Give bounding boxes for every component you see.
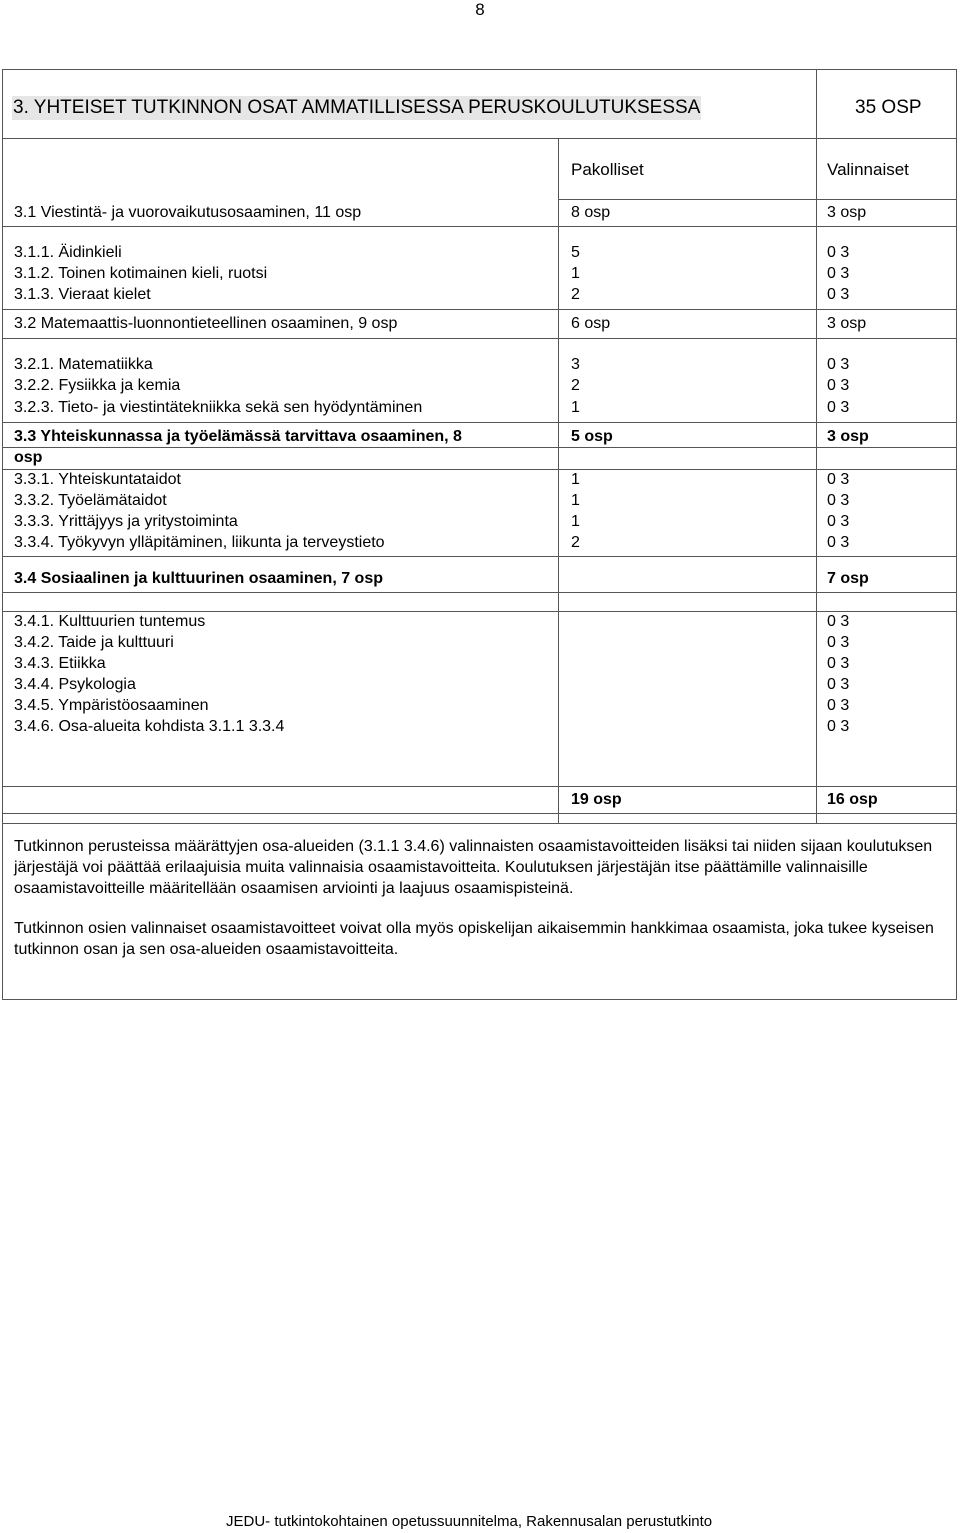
item-optional: 0 3 bbox=[827, 534, 850, 551]
item-optional: 0 3 bbox=[827, 718, 850, 735]
item-optional: 0 3 bbox=[827, 676, 850, 693]
page-title: 3. YHTEISET TUTKINNON OSAT AMMATILLISESSA PERUSKOULUTUKSESSA bbox=[13, 97, 701, 118]
rule bbox=[3, 422, 956, 423]
rule bbox=[558, 199, 956, 200]
section-title: 3.3 Yhteiskunnassa ja työelämässä tarvittava osaaminen, 8 bbox=[14, 428, 462, 445]
item-optional: 0 3 bbox=[827, 399, 850, 416]
list-item: 3.4.1. Kulttuurien tuntemus bbox=[14, 613, 206, 630]
item-optional: 0 3 bbox=[827, 492, 850, 509]
item-mandatory: 2 bbox=[571, 534, 580, 551]
item-mandatory: 3 bbox=[571, 356, 580, 373]
rule bbox=[3, 786, 956, 787]
page-number: 8 bbox=[475, 0, 485, 19]
list-item: 3.3.2. Työelämätaidot bbox=[14, 492, 167, 509]
item-optional: 0 3 bbox=[827, 286, 850, 303]
total-mandatory: 19 osp bbox=[571, 791, 622, 808]
list-item: 3.3.3. Yrittäjyys ja yritystoiminta bbox=[14, 513, 238, 530]
list-item: 3.4.2. Taide ja kulttuuri bbox=[14, 634, 174, 651]
list-item: 3.4.6. Osa-alueita kohdista 3.1.1 3.3.4 bbox=[14, 718, 285, 735]
section-optional: 3 osp bbox=[827, 204, 867, 221]
item-optional: 0 3 bbox=[827, 634, 850, 651]
list-item: 3.3.4. Työkyvyn ylläpitäminen, liikunta ja terveystieto bbox=[14, 534, 385, 551]
rule bbox=[3, 447, 956, 448]
item-optional: 0 3 bbox=[827, 513, 850, 530]
list-item: 3.2.1. Matematiikka bbox=[14, 356, 153, 373]
rule bbox=[3, 138, 956, 139]
item-optional: 0 3 bbox=[827, 697, 850, 714]
section-title: 3.1 Viestintä- ja vuorovaikutusosaaminen, 11 osp bbox=[14, 204, 362, 221]
note-paragraph: Tutkinnon perusteissa määrättyjen osa-alueiden (3.1.1 3.4.6) valinnaisten osaamistavoitteiden lisäksi tai niiden sijaan koulutuksen järjestäjä voi päättää erilaajuisia muita valinnaisia osaamistavoitteita. Koulutuksen järjestäjän itse päättämille valinnaisille osaamistavoitteille määritellään osaamisen arviointi ja laajuus osaamispisteinä. bbox=[14, 838, 933, 897]
item-mandatory: 1 bbox=[571, 265, 580, 282]
total-osp: 35 OSP bbox=[855, 97, 922, 118]
list-item: 3.4.5. Ympäristöosaaminen bbox=[14, 697, 209, 714]
column-divider bbox=[816, 138, 817, 823]
list-item: 3.4.3. Etiikka bbox=[14, 655, 106, 672]
item-mandatory: 1 bbox=[571, 513, 580, 530]
column-divider bbox=[558, 138, 559, 823]
list-item: 3.1.3. Vieraat kielet bbox=[14, 286, 151, 303]
section-title: 3.4 Sosiaalinen ja kulttuurinen osaaminen, 7 osp bbox=[14, 570, 383, 587]
item-optional: 0 3 bbox=[827, 244, 850, 261]
total-optional: 16 osp bbox=[827, 791, 878, 808]
column-header-optional: Valinnaiset bbox=[827, 160, 909, 179]
section-optional: 3 osp bbox=[827, 428, 869, 445]
section-mandatory: 8 osp bbox=[571, 204, 611, 221]
section-mandatory: 6 osp bbox=[571, 315, 611, 332]
rule bbox=[3, 338, 956, 339]
item-optional: 0 3 bbox=[827, 471, 850, 488]
item-mandatory: 2 bbox=[571, 286, 580, 303]
rule bbox=[3, 813, 956, 814]
column-divider bbox=[816, 70, 817, 138]
list-item: 3.3.1. Yhteiskuntataidot bbox=[14, 471, 181, 488]
rule bbox=[3, 823, 956, 824]
section-optional: 3 osp bbox=[827, 315, 867, 332]
item-optional: 0 3 bbox=[827, 613, 850, 630]
item-optional: 0 3 bbox=[827, 356, 850, 373]
item-mandatory: 1 bbox=[571, 492, 580, 509]
section-title: 3.2 Matemaattis-luonnontieteellinen osaaminen, 9 osp bbox=[14, 315, 398, 332]
item-mandatory: 5 bbox=[571, 244, 580, 261]
section-mandatory: 5 osp bbox=[571, 428, 613, 445]
section-title-cont: osp bbox=[14, 449, 43, 466]
item-mandatory: 1 bbox=[571, 399, 580, 416]
column-header-mandatory: Pakolliset bbox=[571, 160, 644, 179]
note-paragraph: Tutkinnon osien valinnaiset osaamistavoitteet voivat olla myös opiskelijan aikaisemmin hankkimaa osaamista, joka tukee kyseisen tutkinnon osan ja sen osa-alueiden osaamistavoitteita. bbox=[14, 920, 934, 958]
item-mandatory: 1 bbox=[571, 471, 580, 488]
rule bbox=[3, 226, 956, 227]
rule bbox=[3, 309, 956, 310]
item-optional: 0 3 bbox=[827, 655, 850, 672]
list-item: 3.4.4. Psykologia bbox=[14, 676, 136, 693]
section-optional: 7 osp bbox=[827, 570, 869, 587]
item-optional: 0 3 bbox=[827, 377, 850, 394]
list-item: 3.1.2. Toinen kotimainen kieli, ruotsi bbox=[14, 265, 268, 282]
list-item: 3.1.1. Äidinkieli bbox=[14, 244, 122, 261]
list-item: 3.2.2. Fysiikka ja kemia bbox=[14, 377, 181, 394]
rule bbox=[3, 592, 956, 593]
rule bbox=[3, 556, 956, 557]
item-optional: 0 3 bbox=[827, 265, 850, 282]
list-item: 3.2.3. Tieto- ja viestintätekniikka sekä sen hyödyntäminen bbox=[14, 399, 423, 416]
footer-text: JEDU- tutkintokohtainen opetussuunnitelma, Rakennusalan perustutkinto bbox=[226, 1513, 713, 1530]
item-mandatory: 2 bbox=[571, 377, 580, 394]
